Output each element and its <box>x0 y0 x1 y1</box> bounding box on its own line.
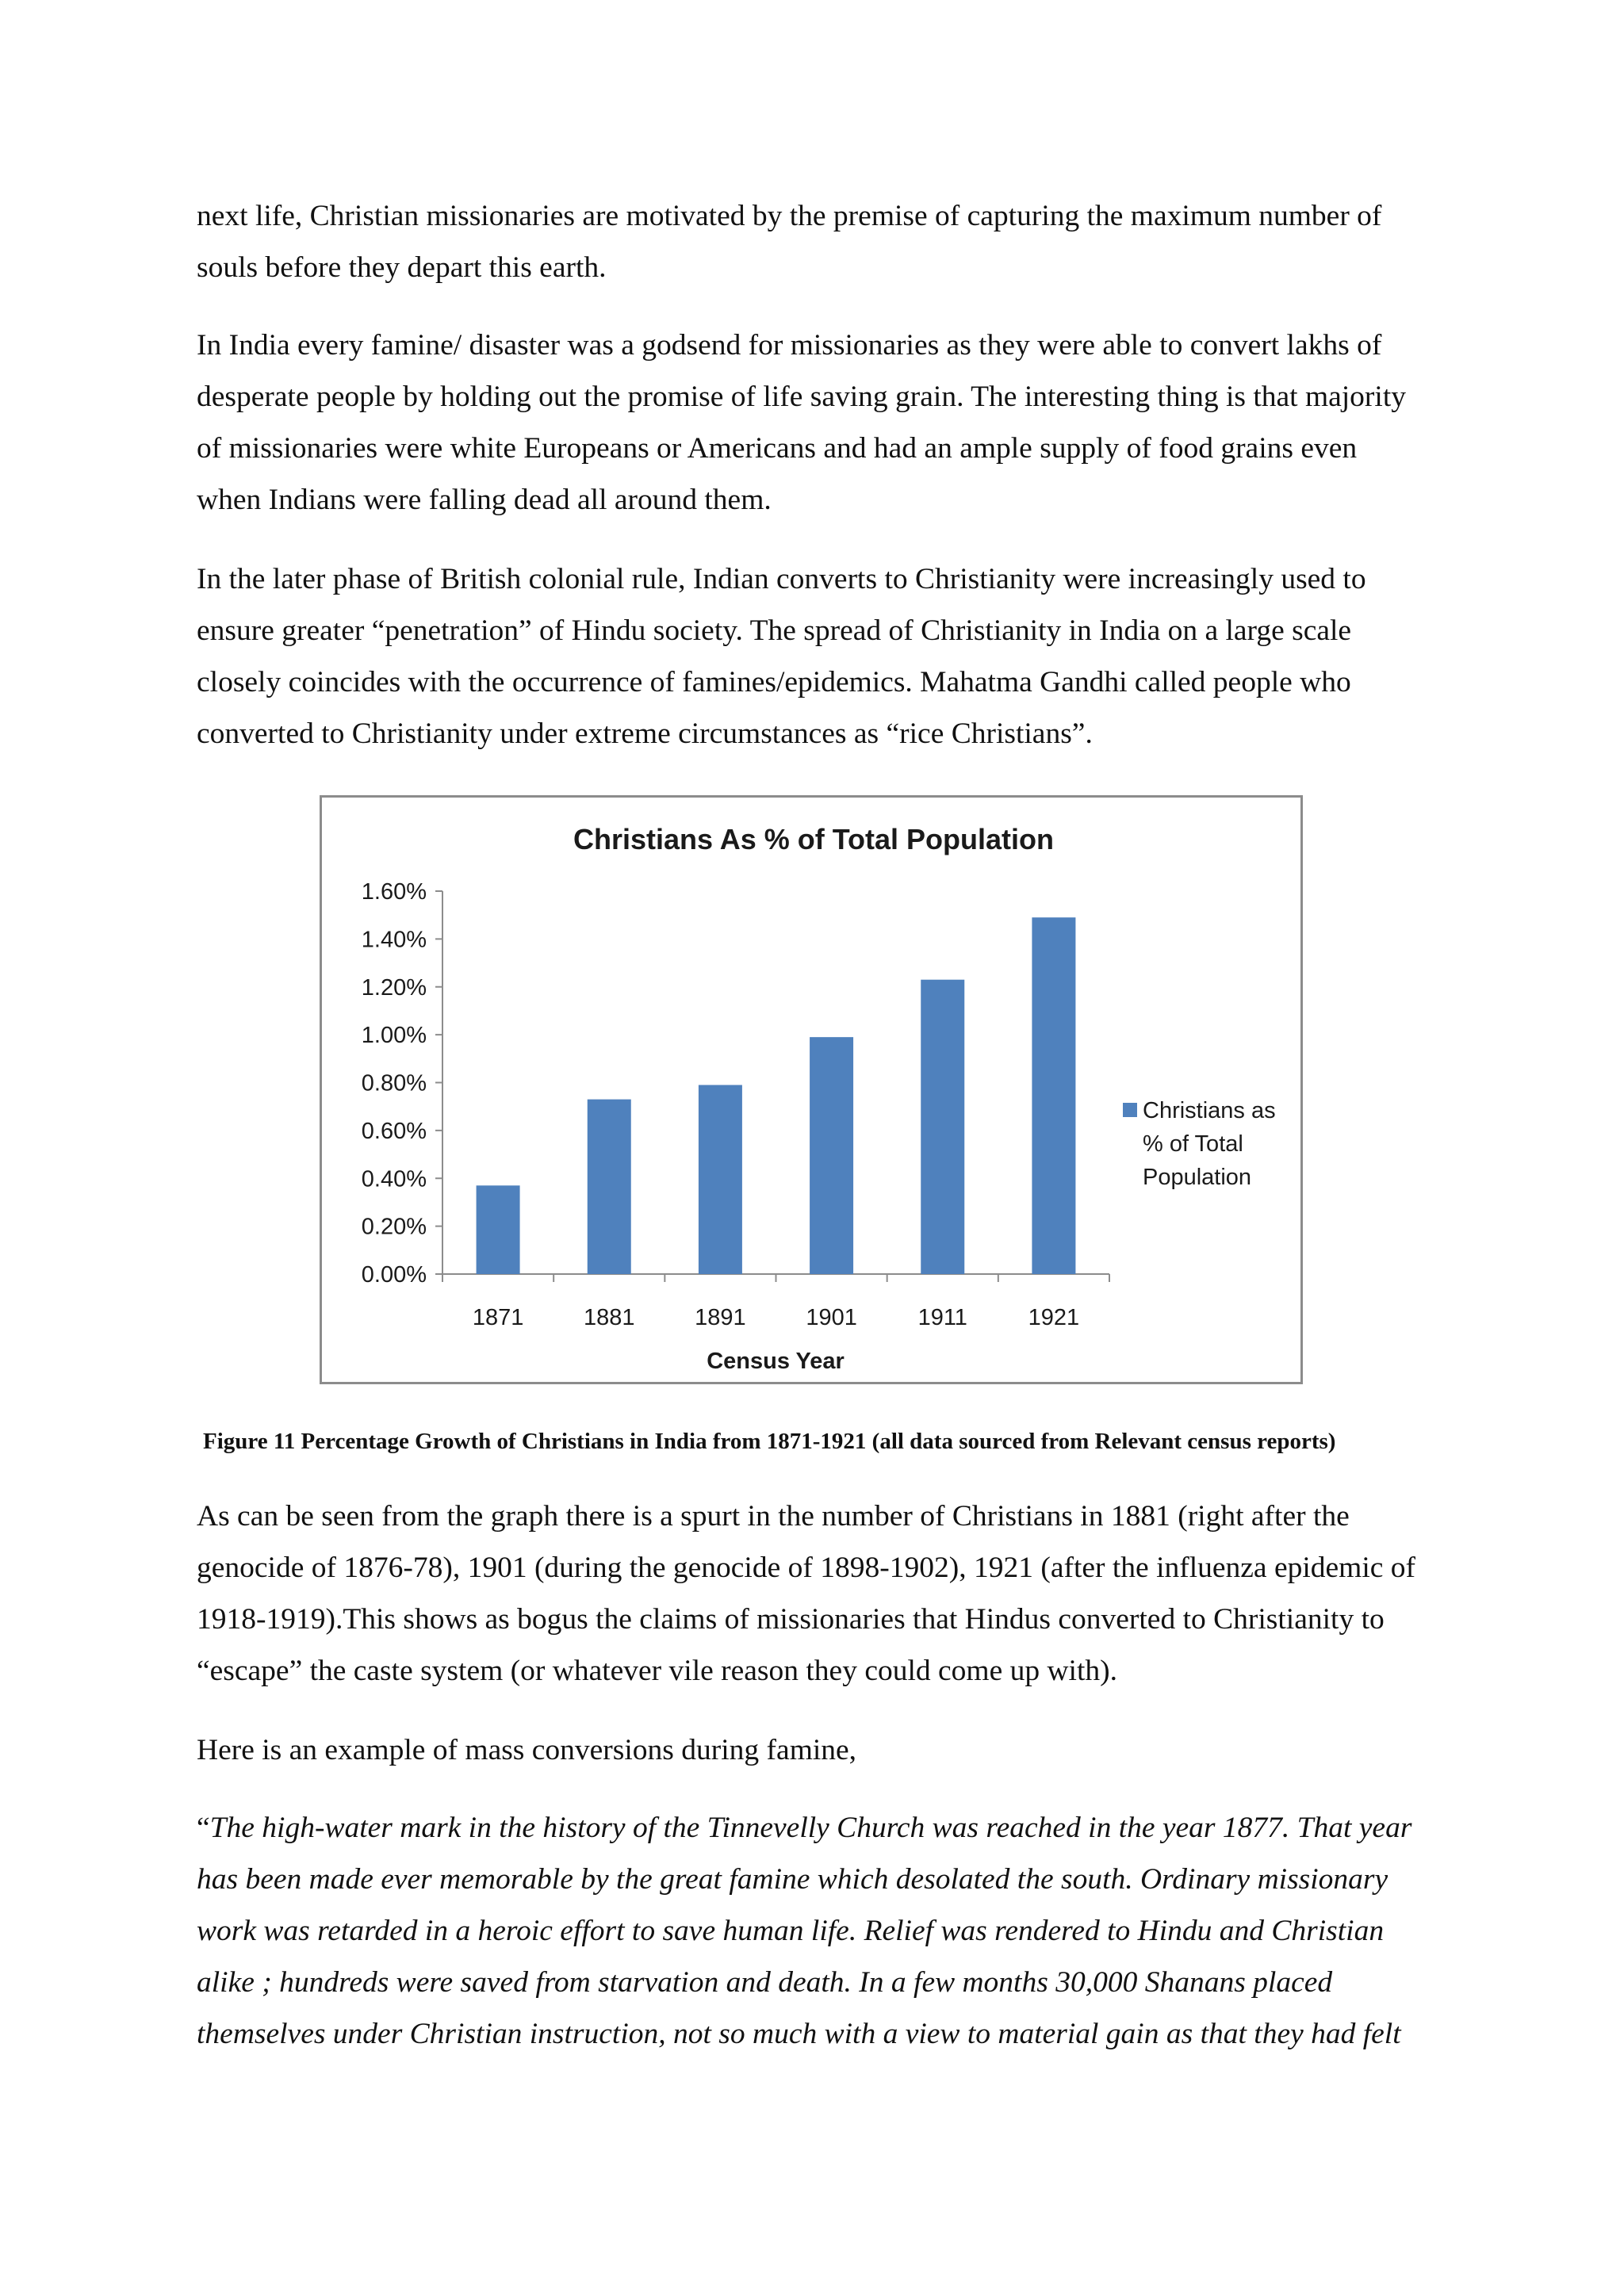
chart-figure <box>320 795 1303 1384</box>
legend-label: % of Total <box>1143 1131 1243 1157</box>
paragraph-line: genocide of 1876-78), 1901 (during the genocide of 1898-1902), 1921 (after the influenza epidemic of <box>197 1552 1416 1584</box>
paragraph-line: of missionaries were white Europeans or Americans and had an ample supply of food grains even <box>197 432 1358 465</box>
paragraph-2 <box>197 320 1450 526</box>
legend-label: Christians as <box>1143 1098 1276 1123</box>
y-tick-label: 0.20% <box>361 1214 427 1240</box>
bar-chart <box>322 798 1305 1387</box>
y-tick-label: 1.40% <box>361 927 427 953</box>
paragraph-line: has been made ever memorable by the great famine which desolated the south. Ordinary missionary <box>197 1863 1388 1896</box>
x-tick-label: 1921 <box>1028 1305 1080 1330</box>
legend-label: Population <box>1143 1165 1252 1190</box>
paragraph-3 <box>197 553 1450 760</box>
bar-1881 <box>588 1100 631 1274</box>
paragraph-line: As can be seen from the graph there is a spurt in the number of Christians in 1881 (right after the <box>197 1500 1350 1533</box>
paragraph-line <box>197 1802 1450 1854</box>
paragraph-line: 1918-1919).This shows as bogus the claims of missionaries that Hindus converted to Christianity to <box>197 1603 1385 1636</box>
y-tick-label: 0.60% <box>361 1118 427 1144</box>
paragraph-5 <box>197 1724 1450 1776</box>
quote-paragraph <box>197 1802 1450 2060</box>
opening-quote-mark: “ <box>197 1812 210 1844</box>
x-tick-label: 1881 <box>583 1305 635 1330</box>
paragraph-line: souls before they depart this earth. <box>197 251 607 284</box>
y-tick-label: 0.00% <box>361 1262 427 1288</box>
paragraph-line: converted to Christianity under extreme circumstances as “rice Christians”. <box>197 718 1093 750</box>
paragraph-line: In India every famine/ disaster was a godsend for missionaries as they were able to convert lakhs of <box>197 329 1382 362</box>
paragraph-line: when Indians were falling dead all around them. <box>197 484 772 516</box>
paragraph-line: next life, Christian missionaries are motivated by the premise of capturing the maximum number of <box>197 200 1382 232</box>
bar-1871 <box>477 1185 520 1274</box>
paragraph-1 <box>197 190 1450 293</box>
paragraph-line: desperate people by holding out the promise of life saving grain. The interesting thing is that majority <box>197 381 1407 413</box>
paragraph-4 <box>197 1490 1450 1697</box>
paragraph-line: Here is an example of mass conversions during famine, <box>197 1734 857 1766</box>
legend-swatch <box>1123 1103 1137 1117</box>
quote-text: The high-water mark in the history of the Tinnevelly Church was reached in the year 1877. That year <box>209 1812 1412 1844</box>
figure-caption: Figure 11 Percentage Growth of Christians in India from 1871-1921 (all data sourced from Relevant census reports) <box>203 1429 1336 1454</box>
x-axis-label: Census Year <box>707 1349 845 1374</box>
paragraph-line: themselves under Christian instruction, not so much with a view to material gain as that they had felt <box>197 2018 1401 2050</box>
paragraph-line: In the later phase of British colonial rule, Indian converts to Christianity were increasingly used to <box>197 563 1366 595</box>
x-tick-label: 1871 <box>472 1305 524 1330</box>
y-tick-label: 1.00% <box>361 1023 427 1049</box>
y-tick-label: 0.40% <box>361 1166 427 1192</box>
bar-1911 <box>921 980 964 1274</box>
paragraph-line: work was retarded in a heroic effort to save human life. Relief was rendered to Hindu and Christian <box>197 1915 1385 1947</box>
paragraph-line: ensure greater “penetration” of Hindu society. The spread of Christianity in India on a large scale <box>197 614 1352 647</box>
x-tick-label: 1911 <box>917 1305 967 1330</box>
chart-title: Christians As % of Total Population <box>573 823 1055 855</box>
paragraph-line: alike ; hundreds were saved from starvation and death. In a few months 30,000 Shanans placed <box>197 1966 1333 1999</box>
paragraph-line: closely coincides with the occurrence of famines/epidemics. Mahatma Gandhi called people who <box>197 666 1351 698</box>
bar-1921 <box>1032 917 1075 1274</box>
paragraph-line: “escape” the caste system (or whatever vile reason they could come up with). <box>197 1655 1117 1687</box>
y-tick-label: 1.60% <box>361 879 427 905</box>
bar-1891 <box>699 1085 742 1274</box>
y-tick-label: 0.80% <box>361 1070 427 1096</box>
y-tick-label: 1.20% <box>361 974 427 1001</box>
x-tick-label: 1901 <box>806 1305 857 1330</box>
x-tick-label: 1891 <box>695 1305 746 1330</box>
bar-1901 <box>810 1037 853 1274</box>
